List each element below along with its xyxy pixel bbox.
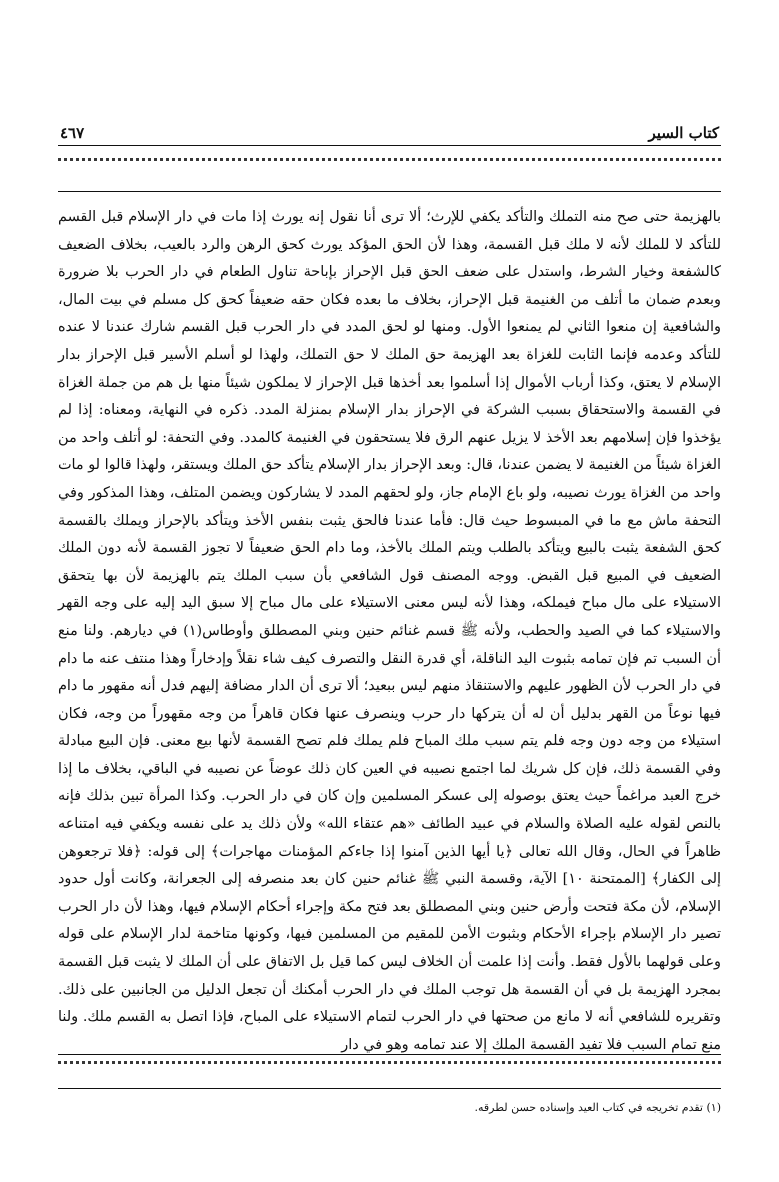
page-number: ٤٦٧: [60, 124, 85, 142]
body-paragraph: بالهزيمة حتى صح منه التملك والتأكد يكفي للإرث؛ ألا ترى أنا نقول إنه يورث إذا مات في دار الإسلام قبل القسم للتأكد لا للملك لأنه لا ملك قبل القسمة، وهذا لأن الحق المؤكد يورث كحق الرهن والرد بالعيب، بخلاف الضعيف كالشفعة وخيار الشرط، واستدل على ضعف الحق قبل الإحراز بإباحة تناول الطعام في دار الحرب بلا ضرورة وبعدم ضمان ما أتلف من الغنيمة قبل الإحراز، بخلاف ما بعده فكان حقه ضعيفاً كحق كل مسلم في بيت المال، والشافعية إن منعوا الثاني لم يمنعوا الأول. ومنها لو لحق المدد في دار الحرب قبل القسم شارك عندنا لا عنده للتأكد وعدمه فإنما الثابت للغزاة بعد الهزيمة حق الملك لا حق التملك، ولهذا لو أسلم الأسير قبل الإحراز بدار الإسلام لا يعتق، وكذا أرباب الأموال إذا أسلموا بعد أخذها قبل الإحراز لا يملكون شيئاً منها بل هم من جملة الغزاة في القسمة والاستحقاق بسبب الشركة في الإحراز بدار الإسلام بمنزلة المدد. ذكره في النهاية، ومعناه: إذا لم يؤخذوا فإن إسلامهم بعد الأخذ لا يزيل عنهم الرق فلا يستحقون في الغنيمة كالمدد. وفي التحفة: لو أتلف واحد من الغزاة شيئاً من الغنيمة لا يضمن عندنا، قال: وبعد الإحراز بدار الإسلام يتأكد حق الملك ويستقر، ولهذا قالوا لو مات واحد من الغزاة يورث نصيبه، ولو باع الإمام جاز، ولو لحقهم المدد لا يشاركون ويضمن المتلف، وهذا المذكور وفي التحفة ماش مع ما في المبسوط حيث قال: فأما عندنا فالحق يثبت بنفس الأخذ ويتأكد بالإحراز ويملك بالقسمة كحق الشفعة يثبت بالبيع ويتأكد بالطلب ويتم الملك بالأخذ، وما دام الحق ضعيفاً لا تجوز القسمة لأنه دون الملك الضعيف في المبيع قبل القبض. ووجه المصنف قول الشافعي بأن سبب الملك يتم بالهزيمة لأن بها يتحقق الاستيلاء على مال مباح فيملكه، وهذا لأنه ليس معنى الاستيلاء على مال مباح إلا سبق اليد إليه على وجه القهر والاستيلاء كما في الصيد والحطب، ولأنه ﷺ قسم غنائم حنين وبني المصطلق وأوطاس(١) في ديارهم. ولنا منع أن السبب تم فإن تمامه بثبوت اليد الناقلة، أي قدرة النقل والتصرف كيف شاء نقلاً وإدخاراً وهذا منتف عنه ما دام في دار الحرب لأن الظهور عليهم والاستنقاذ منهم ليس ببعيد؛ ألا ترى أن الدار مضافة إليهم فدل أنه مقهور ما دام فيها نوعاً من القهر بدليل أن له أن يتركها دار حرب وينصرف عنها فكان قاهراً من وجه مقهوراً من وجه، فكان استيلاء من وجه دون وجه فلم يتم سبب ملك المباح فلم يملك فلم تصح القسمة لأنها بيع معنى. فإن البيع مبادلة وفي القسمة ذلك، فإن كل شريك لما اجتمع نصيبه في العين كان ذلك عوضاً عن نصيبه في الباقي، بخلاف ما إذا خرج العبد مراغماً حيث يعتق بوصوله إلى عسكر المسلمين وإن كان في دار الحرب. وكذا المرأة تبين بذلك فإنه بالنص لقوله عليه الصلاة والسلام في عبيد الطائف «هم عتقاء الله» ولأن ذلك يد على نفسه ويكفي فيه امتناعه ظاهراً في الحال، وقال الله تعالى ﴿يا أيها الذين آمنوا إذا جاءكم المؤمنات مهاجرات﴾ إلى قوله: ﴿فلا ترجعوهن إلى الكفار﴾ [الممتحنة ١٠] الآية، وقسمة النبي ﷺ غنائم حنين كان بعد منصرفه إلى الجعرانة، وكانت أول حدود الإسلام، لأن مكة فتحت وأرض حنين وبني المصطلق بعد فتح مكة وإجراء أحكام الإسلام فيها، وهذا لأن دار الحرب تصير دار الإسلام بإجراء الأحكام وبثبوت الأمن للمقيم من المسلمين فيها، وكونها متاخمة لدار الإسلام على قوله وعلى قولهما بالأول فقط. وأنت إذا علمت أن الخلاف ليس كما قيل بل الاتفاق على أن الملك لا يثبت قبل القسمة بمجرد الهزيمة بل في أن القسمة هل توجب الملك في دار الحرب أمكنك أن تجعل الدليل من الجانبين على ذلك. وتقريره للشافعي أنه لا مانع من صحتها في دار الحرب لتمام الاستيلاء على المباح، فإذا اتصل به القسم ملك. ولنا منع تمام السبب فلا تفيد القسمة الملك إلا عند تمامه وهو في دار: [58, 209, 721, 1053]
running-header: [60, 118, 719, 142]
book-title: كتاب السير: [648, 124, 719, 142]
main-text: [58, 204, 721, 1059]
footnote-text: (١) تقدم تخريجه في كتاب العيد وإسناده حسن لطرقه.: [474, 1101, 721, 1114]
body-top-rule: [58, 191, 721, 192]
header-rule: [58, 145, 721, 146]
footnote-rule: [58, 1088, 721, 1089]
body-bottom-rule: [58, 1054, 721, 1055]
dotted-separator-bottom: [58, 1061, 721, 1074]
footnote: [58, 1100, 721, 1116]
dotted-separator-top: [58, 158, 721, 171]
